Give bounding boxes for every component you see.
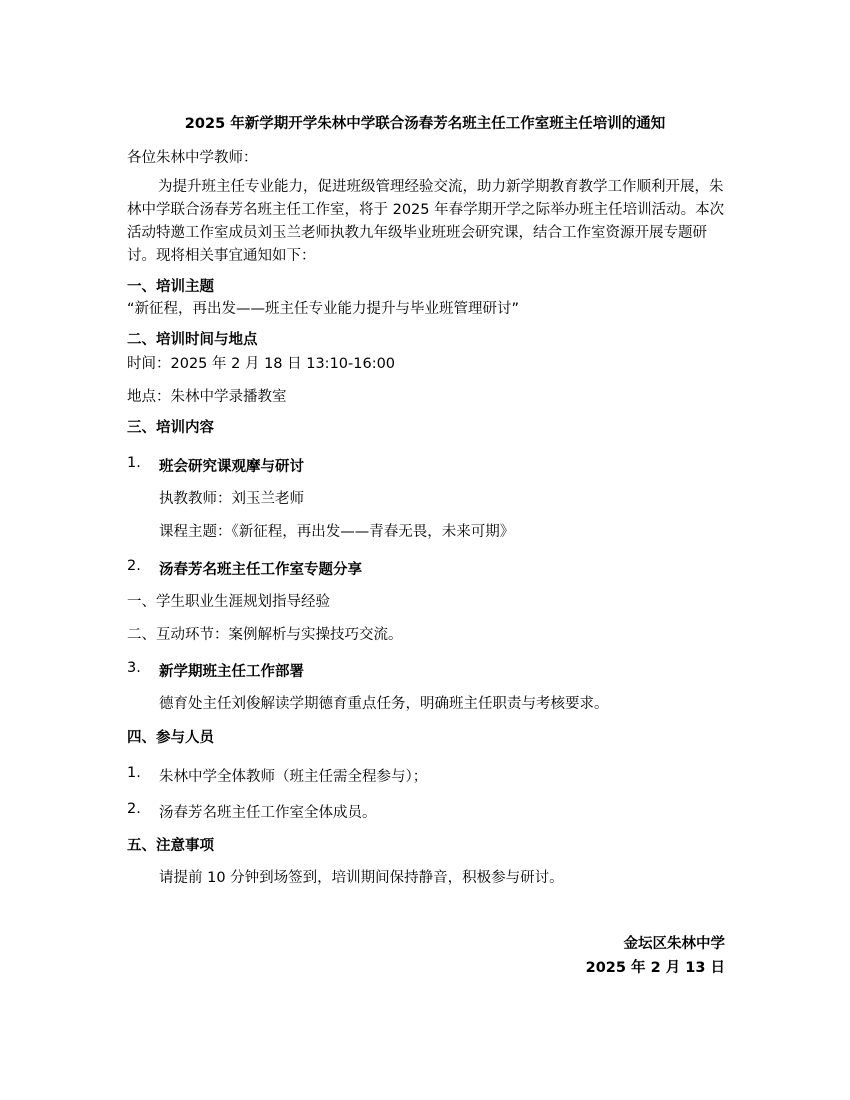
content-item3-number: 3. <box>127 660 141 676</box>
notice-text: 请提前 10 分钟到场签到，培训期间保持静音，积极参与研讨。 <box>159 870 564 886</box>
intro-paragraph: 为提升班主任专业能力，促进班级管理经验交流，助力新学期教育教学工作顺利开展，朱林中学联合汤春芳名班主任工作室，将于 2025 年春学期开学之际举办班主任培训活动。本次活动特邀工作室成员刘玉兰老师执教九年级毕业班班会研究课，结合工作室资源开展专题研讨。现将相关事宜通知如下： <box>127 179 725 264</box>
section5-heading: 五、注意事项 <box>127 838 214 854</box>
section1-heading: 一、培训主题 <box>127 279 214 295</box>
training-theme: “新征程，再出发——班主任专业能力提升与毕业班管理研讨” <box>127 301 520 317</box>
content-item1-title: 班会研究课观摩与研讨 <box>159 459 304 475</box>
sharing-item-2: 二、互动环节：案例解析与实操技巧交流。 <box>127 627 403 643</box>
section3-heading: 三、培训内容 <box>127 420 214 436</box>
training-place: 地点：朱林中学录播教室 <box>127 389 287 405</box>
lesson-topic: 课程主题：《新征程，再出发——青春无畏，未来可期》 <box>159 524 515 540</box>
work-deployment-desc: 德育处主任刘俊解读学期德育重点任务，明确班主任职责与考核要求。 <box>159 696 609 712</box>
participant-item1-number: 1. <box>127 765 141 781</box>
participant-item2: 汤春芳名班主任工作室全体成员。 <box>159 805 377 821</box>
signature-date: 2025 年 2 月 13 日 <box>585 960 725 976</box>
section2-heading: 二、培训时间与地点 <box>127 332 258 348</box>
participant-item1: 朱林中学全体教师（班主任需全程参与）； <box>159 769 428 785</box>
section4-heading: 四、参与人员 <box>127 730 214 746</box>
greeting: 各位朱林中学教师： <box>127 150 258 166</box>
lesson-teacher: 执教教师：刘玉兰老师 <box>159 491 304 507</box>
signature-org: 金坛区朱林中学 <box>623 936 725 952</box>
training-time: 时间：2025 年 2 月 18 日 13:10-16:00 <box>127 356 396 372</box>
document-title: 2025 年新学期开学朱林中学联合汤春芳名班主任工作室班主任培训的通知 <box>184 116 666 132</box>
content-item2-title: 汤春芳名班主任工作室专题分享 <box>159 562 362 578</box>
content-item3-title: 新学期班主任工作部署 <box>159 664 304 680</box>
content-item1-number: 1. <box>127 455 141 471</box>
sharing-item-1: 一、学生职业生涯规划指导经验 <box>127 594 330 610</box>
content-item2-number: 2. <box>127 558 141 574</box>
participant-item2-number: 2. <box>127 801 141 817</box>
